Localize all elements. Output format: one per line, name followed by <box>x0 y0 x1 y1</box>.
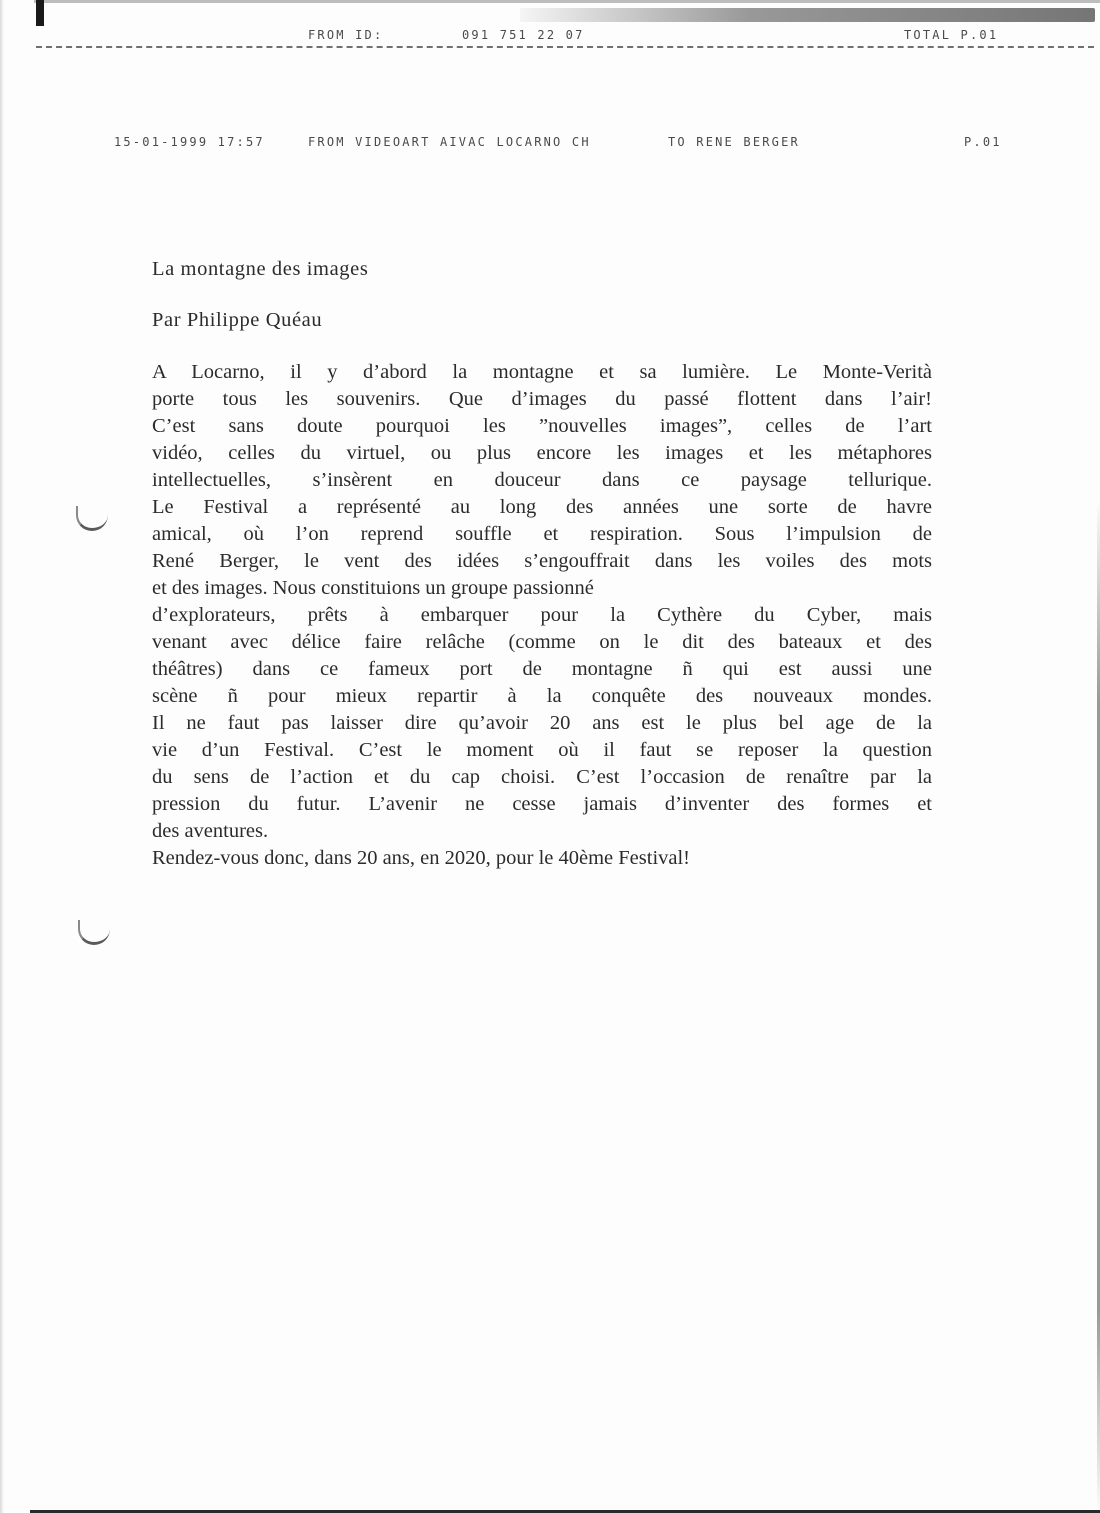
transmission-datetime: 15-01-1999 17:57 <box>114 135 265 149</box>
scan-left-edge <box>0 0 4 1513</box>
fax-header-divider <box>36 46 1094 48</box>
scan-smudge <box>520 8 1095 22</box>
fax-from-id-label: FROM ID: <box>308 28 384 42</box>
text-line: vidéo, celles du virtuel, ou plus encore les images et les métaphores <box>152 442 932 464</box>
text-line: A Locarno, il y d’abord la montagne et sa lumière. Le Monte-Verità <box>152 361 932 383</box>
fax-total-pages: TOTAL P.01 <box>904 28 999 42</box>
punch-hole-mark <box>76 506 108 531</box>
text-line: théâtres) dans ce fameux port de montagne ñ qui est aussi une <box>152 658 932 680</box>
text-line: Le Festival a représenté au long des années une sorte de havre <box>152 496 932 518</box>
text-line: des aventures. <box>152 820 269 842</box>
scan-top-edge <box>34 0 1100 3</box>
text-line: scène ñ pour mieux repartir à la conquête des nouveaux mondes. <box>152 685 932 707</box>
text-line: intellectuelles, s’insèrent en douceur dans ce paysage tellurique. <box>152 469 932 491</box>
text-line: vie d’un Festival. C’est le moment où il faut se reposer la question <box>152 739 932 761</box>
text-line: du sens de l’action et du cap choisi. C’est l’occasion de renaître par la <box>152 766 932 788</box>
document-text <box>152 359 932 872</box>
text-line: et des images. Nous constituions un groupe passionné <box>152 577 594 599</box>
scan-corner-mark <box>36 0 44 26</box>
text-line: d’explorateurs, prêts à embarquer pour la Cythère du Cyber, mais <box>152 604 932 626</box>
text-line: venant avec délice faire relâche (comme on le dit des bateaux et des <box>152 631 932 653</box>
text-line: Rendez-vous donc, dans 20 ans, en 2020, pour le 40ème Festival! <box>152 847 691 869</box>
document-author: Par Philippe Quéau <box>152 309 323 331</box>
document-body <box>152 258 932 872</box>
text-line: René Berger, le vent des idées s’engouffrait dans les voiles des mots <box>152 550 932 572</box>
transmission-to: TO RENE BERGER <box>668 135 800 149</box>
punch-hole-mark <box>78 920 110 945</box>
text-line: pression du futur. L’avenir ne cesse jamais d’inventer des formes et <box>152 793 932 815</box>
text-line: amical, où l’on reprend souffle et respiration. Sous l’impulsion de <box>152 523 932 545</box>
transmission-from: FROM VIDEOART AIVAC LOCARNO CH <box>308 135 591 149</box>
fax-from-id-number: 091 751 22 07 <box>462 28 585 42</box>
text-line: Il ne faut pas laisser dire qu’avoir 20 ans est le plus bel age de la <box>152 712 932 734</box>
transmission-page: P.01 <box>964 135 1002 149</box>
text-line: C’est sans doute pourquoi les ”nouvelles images”, celles de l’art <box>152 415 932 437</box>
document-title: La montagne des images <box>152 258 369 280</box>
text-line: porte tous les souvenirs. Que d’images du passé flottent dans l’air! <box>152 388 932 410</box>
